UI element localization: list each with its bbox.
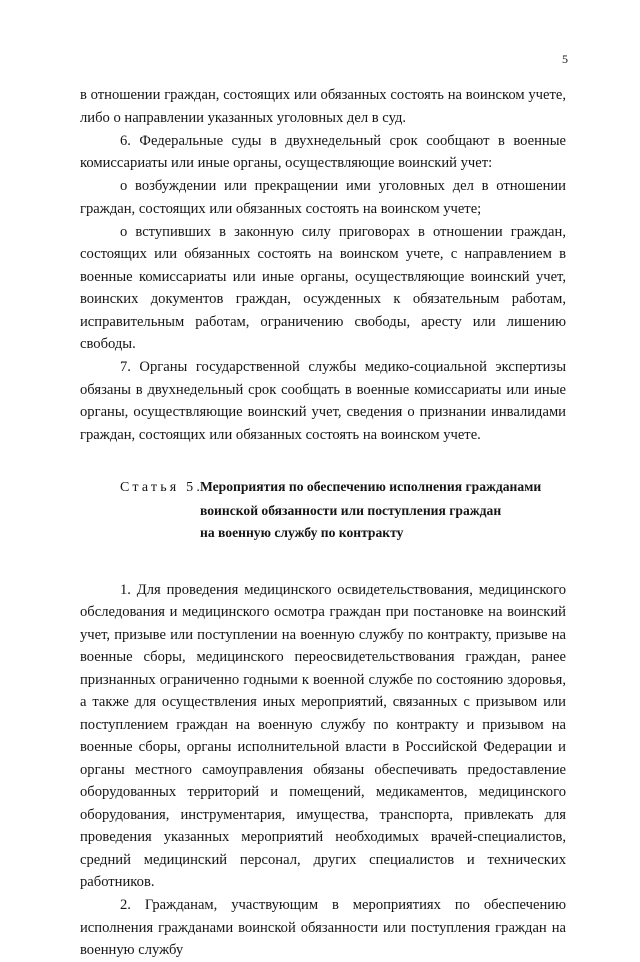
article-title-line-2: воинской обязанности или поступления граждан: [200, 502, 502, 518]
article-heading: [80, 476, 566, 545]
paragraph: 1. Для проведения медицинского освидетельствования, медицинского обследования и медицинского осмотра граждан при постановке на воинский учет, призыве или поступлении на военную службу по контракту, призыве на военные сборы, медицинского переосвидетельствования граждан, ранее признанных ограниченно годными к военной службе по состоянию здоровья, а также для осуществления иных мероприятий, связанных с призывом или поступлением граждан на военную службу по контракту и призывом на военные сборы, органы исполнительной власти в Российской Федерации и органы местного самоуправления обязаны обеспечивать предоставление оборудованных территорий и помещений, медикаментов, медицинского оборудования, инструментария, имущества, транспорта, привлекать для проведения указанных мероприятий необходимых врачей-специалистов, средний медицинский персонал, других специалистов и технических работников.: [80, 581, 566, 890]
article-title-line-3: на военную службу по контракту: [200, 525, 404, 540]
paragraph: о возбуждении или прекращении ими уголовных дел в отношении граждан, состоящих или обязанных состоять на воинском учете;: [80, 178, 566, 217]
paragraph: в отношении граждан, состоящих или обязанных состоять на воинском учете, либо о направлении указанных уголовных дел в суд.: [80, 87, 566, 126]
paragraph: 2. Гражданам, участвующим в мероприятиях по обеспечению исполнения гражданами воинской обязанности или поступления граждан на военную службу: [80, 897, 566, 958]
article-label: Статья 5.: [120, 480, 204, 495]
article-title-line-1: Мероприятия по обеспечению исполнения гражданами: [200, 479, 542, 494]
paragraph: о вступивших в законную силу приговорах в отношении граждан, состоящих или обязанных состоять на воинском учете, с направлением в военные комиссариаты или иные органы, осуществляющие воинский учет, воинских документов граждан, осужденных к обязательным работам, исправительным работам, ограничению свободы, аресту или лишению свободы.: [80, 223, 566, 352]
paragraphs-before-article: [80, 84, 566, 446]
document-body: [80, 84, 566, 962]
paragraph: 7. Органы государственной службы медико-социальной экспертизы обязаны в двухнедельный срок сообщать в военные комиссариаты или иные органы, осуществляющие воинский учет, сведения о признании инвалидами граждан, состоящих или обязанных состоять на воинском учете.: [80, 359, 566, 443]
section-spacer: [80, 545, 566, 579]
paragraphs-after-article: [80, 579, 566, 962]
article-heading-row: [80, 476, 566, 500]
page-number: 5: [562, 52, 568, 66]
paragraph: 6. Федеральные суды в двухнедельный срок сообщают в военные комиссариаты или иные органы, осуществляющие воинский учет:: [80, 132, 566, 171]
